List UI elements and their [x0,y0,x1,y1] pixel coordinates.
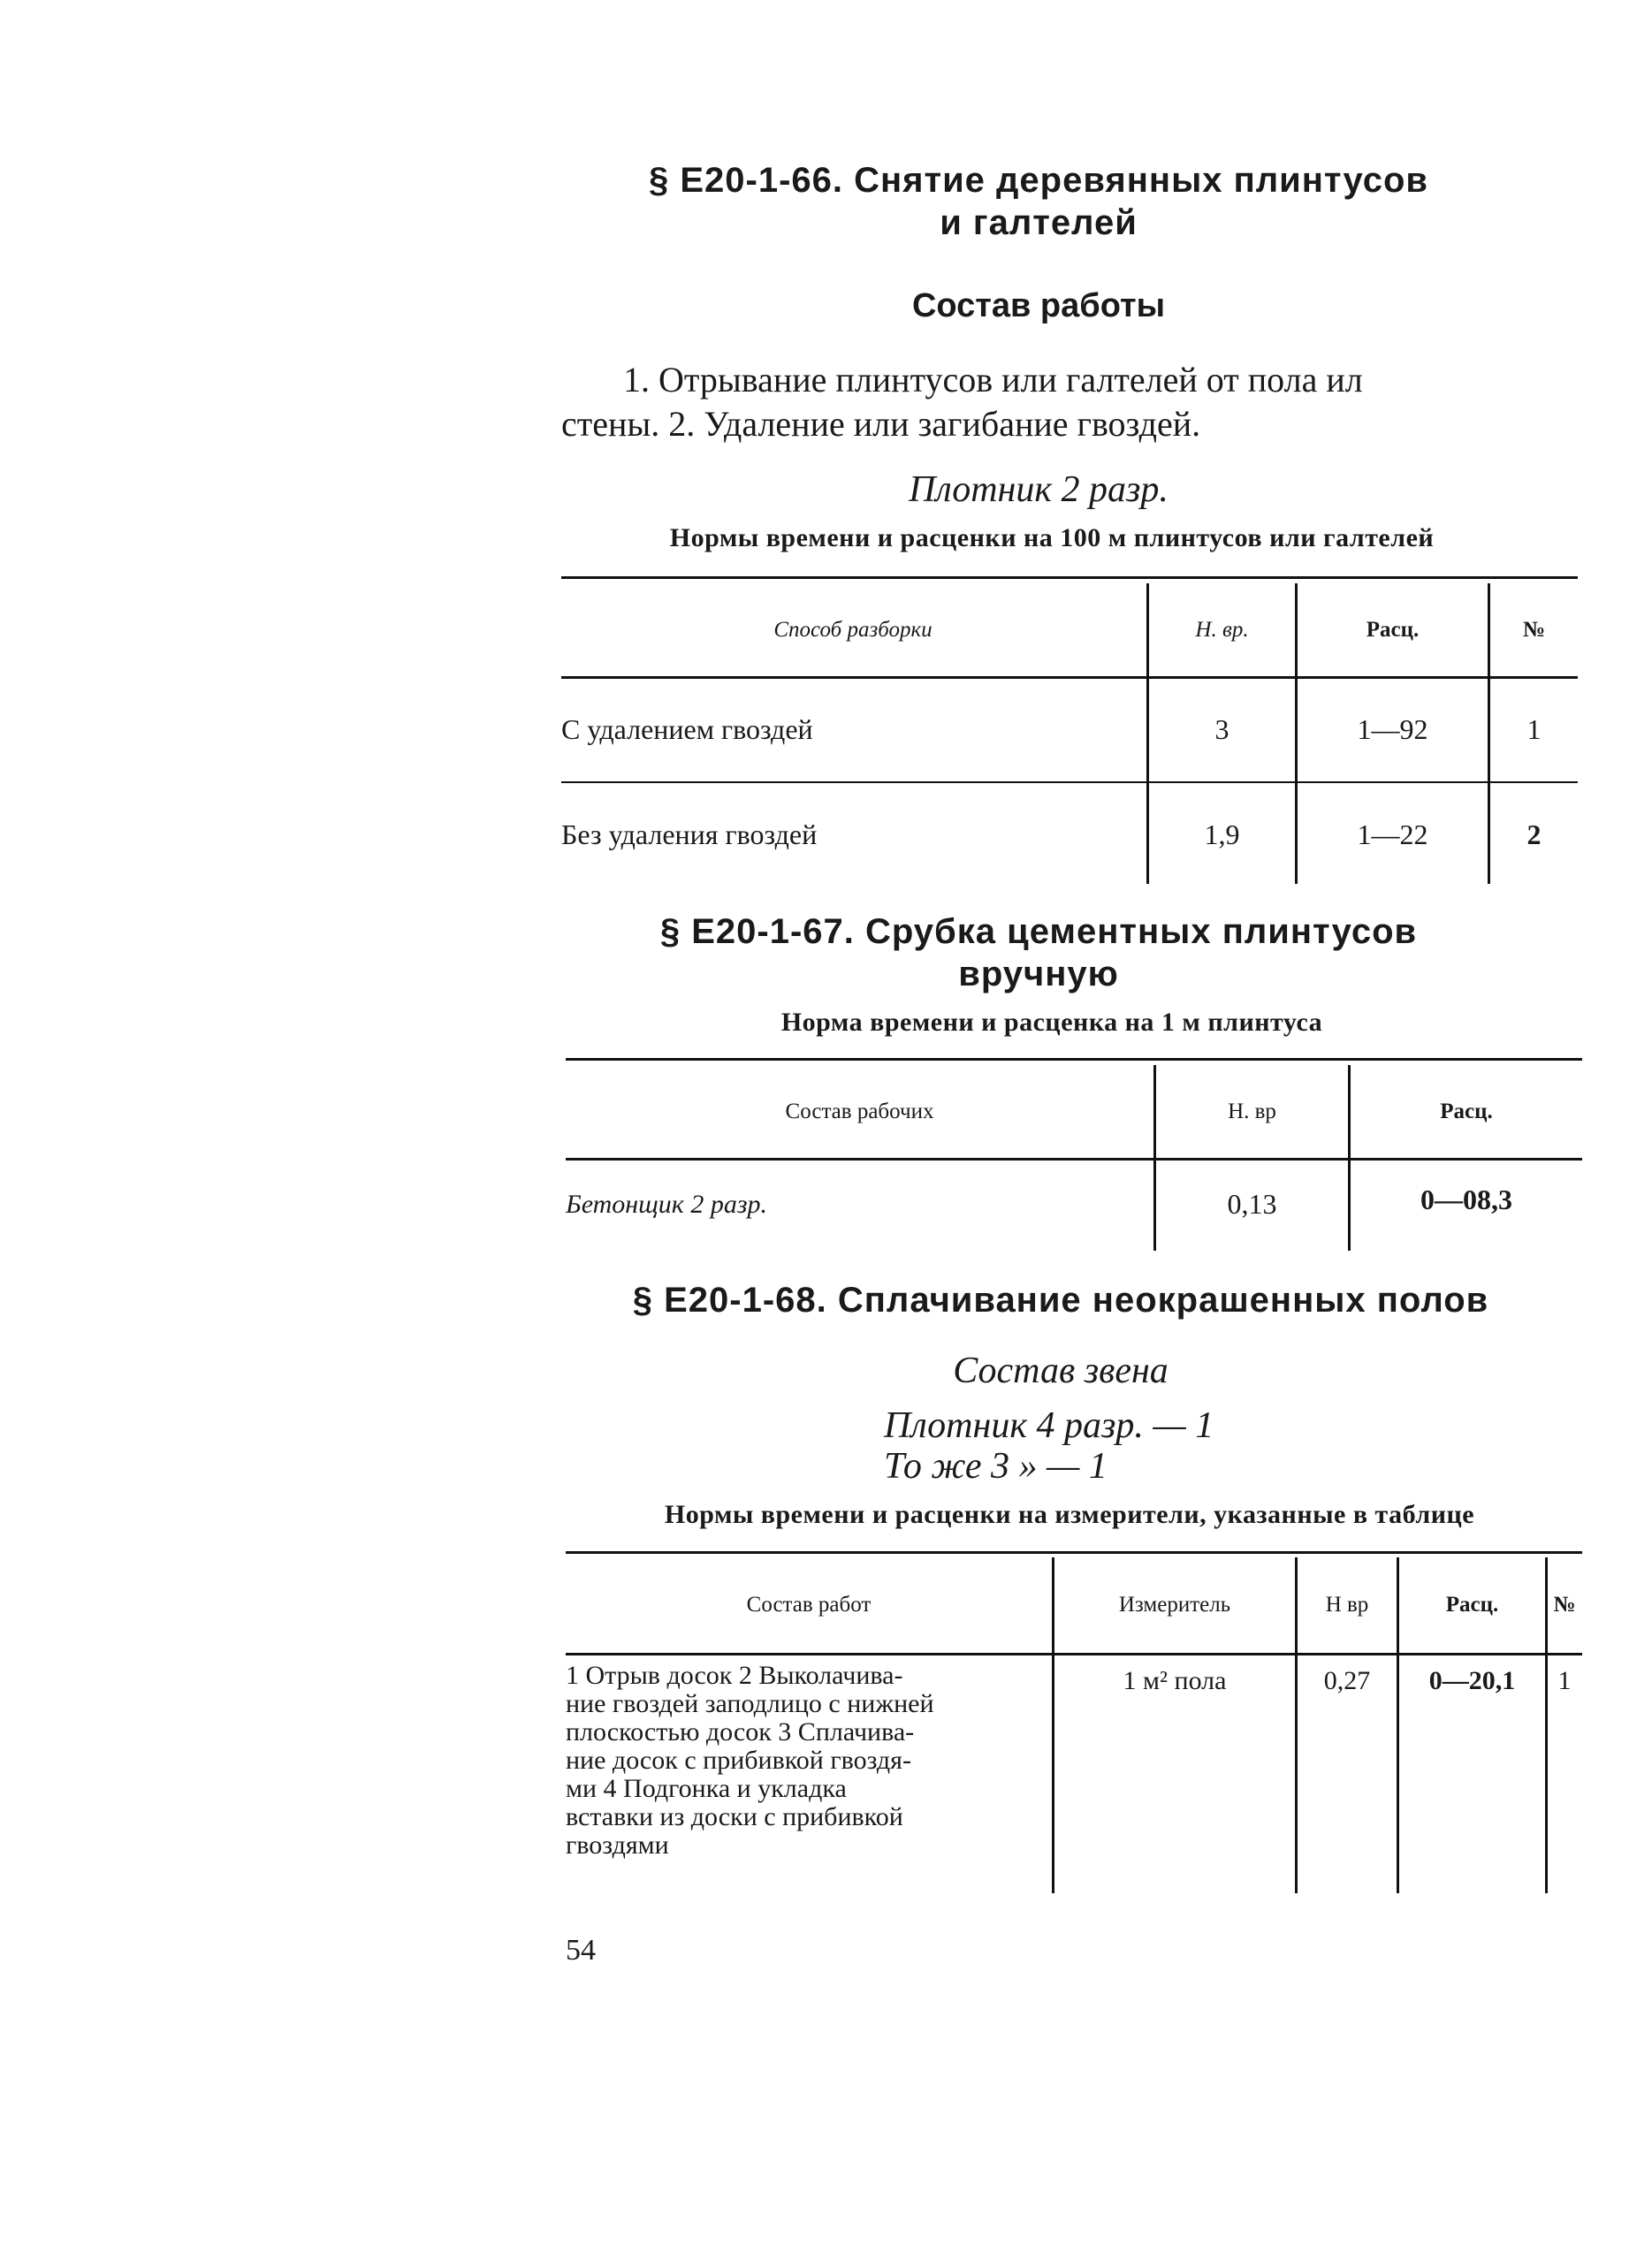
work-composition-text [561,358,1578,446]
worker-grade: Плотник 2 разр. [909,469,1169,510]
work-composition-line2: стены. 2. Удаление или загибание гвоздей. [561,404,1201,444]
section2-title-line1: § Е20-1-67. Срубка цементных плинтусов [659,912,1418,951]
table3-header-work: Состав работ [746,1593,872,1617]
work-line: вставки из доски с прибивкой [566,1802,903,1831]
table1-top-rule [561,576,1578,579]
table3-row1-unit: 1 м² пола [1123,1666,1227,1695]
work-line: 1 Отрыв досок 2 Выколачива- [566,1661,903,1690]
crew-heading: Состав звена [953,1351,1169,1391]
table1-row1-norm: 3 [1214,713,1229,745]
table3-header-unit: Измеритель [1118,1593,1231,1617]
table2-header-rate: Расц. [1440,1099,1493,1123]
table1-row2-rate: 1—22 [1357,818,1428,850]
section1-title-line1: § Е20-1-66. Снятие деревянных плинтусов [648,161,1429,200]
section1-title [566,159,1511,244]
table2-header-norm: Н. вр [1228,1099,1276,1123]
table2-row1-workers: Бетонщик 2 разр. [566,1189,768,1219]
work-line: ми 4 Подгонка и укладка [566,1774,847,1803]
table1-header-rate: Расц. [1366,617,1420,642]
table1-row1-num: 1 [1526,713,1542,745]
crew-line1: Плотник 4 разр. — 1 [884,1405,1214,1446]
table1-row2-method: Без удаления гвоздей [561,818,818,850]
table3-caption: Нормы времени и расценки на измерители, указанные в таблице [664,1500,1475,1529]
table1-header-norm: Н. вр. [1195,617,1249,642]
work-composition-line1: 1. Отрывание плинтусов или галтелей от пола ил [623,360,1363,400]
table2-caption: Норма времени и расценка на 1 м плинтуса [780,1008,1323,1037]
table3-header-num: № [1553,1593,1576,1617]
table3-row1-rate: 0—20,1 [1428,1666,1516,1695]
work-line: ние гвоздей заподлицо с нижней [566,1689,934,1718]
table1-header-method: Способ разборки [773,617,933,642]
table2-top-rule [566,1058,1582,1061]
crew-line2: То же 3 » — 1 [884,1446,1108,1487]
table2-header-rule [566,1158,1582,1161]
work-composition-heading: Состав работы [911,287,1166,324]
table3-header-rule [566,1653,1582,1655]
work-line: гвоздями [566,1830,669,1860]
crew-list [884,1405,1326,1487]
table1-row1-rate: 1—92 [1357,713,1428,745]
table2-row1-rate: 0—08,3 [1420,1183,1512,1215]
table3-row1-work [566,1662,1043,1860]
section2-title [566,910,1511,995]
table1-row2-norm: 1,9 [1204,818,1240,850]
table3-header-norm: Н вр [1325,1593,1369,1617]
table3-row1-norm: 0,27 [1323,1666,1371,1695]
table3-top-rule [566,1551,1582,1554]
table1-caption: Нормы времени и расценки на 100 м плинтусов или галтелей [669,523,1435,552]
section3-title: § Е20-1-68. Сплачивание неокрашенных полов [632,1281,1489,1320]
table1-row-rule [561,781,1578,783]
table2-row1-norm: 0,13 [1227,1188,1277,1220]
table1-row2-num: 2 [1526,818,1542,850]
table2-header-workers: Состав рабочих [785,1099,934,1123]
work-line: ние досок с прибивкой гвоздя- [566,1746,911,1775]
table1-row1-method: С удалением гвоздей [561,713,813,745]
section2-title-line2: вручную [958,955,1119,993]
section1-title-line2: и галтелей [940,203,1138,242]
page-number: 54 [566,1934,596,1967]
table1-header-num: № [1522,617,1546,642]
table3-row1-num: 1 [1557,1666,1572,1695]
table3-header-rate: Расц. [1445,1593,1499,1617]
work-line: плоскостью досок 3 Сплачива- [566,1717,915,1747]
